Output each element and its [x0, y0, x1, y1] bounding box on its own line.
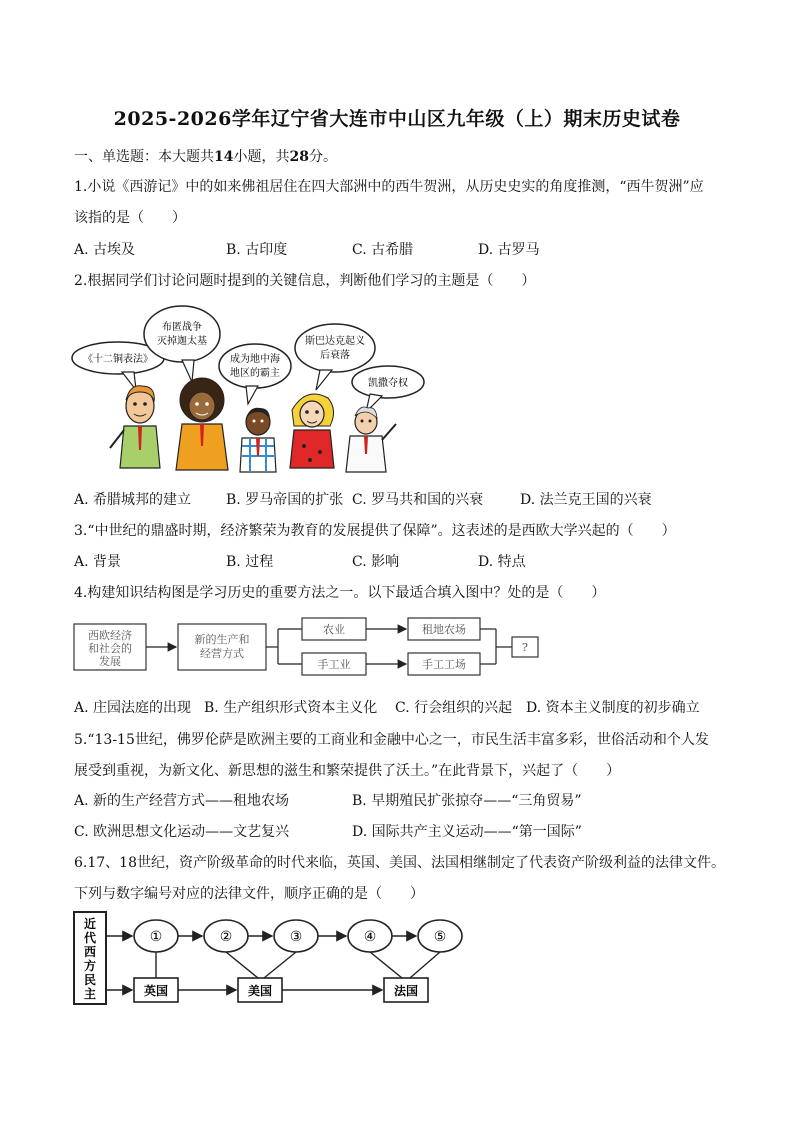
q1-stem-line2: 该指的是（ ）: [74, 210, 186, 226]
student-figure-5: [346, 407, 396, 472]
side-label-box: [74, 912, 106, 1004]
q1-option-a[interactable]: A. 古埃及: [74, 242, 136, 258]
circle-5: [418, 920, 462, 952]
q4-option-b[interactable]: B. 生产组织形式资本主义化: [204, 700, 378, 716]
circle-3: [274, 920, 318, 952]
svg-text:②: ②: [219, 929, 233, 945]
q4-option-c[interactable]: C. 行会组织的兴起: [395, 700, 513, 716]
page-title: 2025-2026学年辽宁省大连市中山区九年级（上）期末历史试卷: [113, 108, 681, 130]
q6-stem-line2: 下列与数字编号对应的法律文件，顺序正确的是（ ）: [74, 886, 424, 902]
svg-text:西欧经济: 西欧经济: [88, 629, 132, 642]
q3-option-c[interactable]: C. 影响: [352, 554, 400, 570]
svg-text:方: 方: [83, 959, 97, 973]
q5-option-d[interactable]: D. 国际共产主义运动——“第一国际”: [352, 824, 582, 840]
svg-text:?: ?: [522, 641, 528, 654]
bubble-text-1: 《十二铜表法》: [83, 354, 153, 365]
q1-option-d[interactable]: D. 古罗马: [478, 242, 540, 258]
bubble-text-2b: 灭掉迦太基: [157, 336, 207, 347]
country-france: [384, 978, 428, 1002]
svg-text:西: 西: [83, 945, 97, 959]
q2-option-d[interactable]: D. 法兰克王国的兴衰: [520, 492, 652, 508]
q3-option-b[interactable]: B. 过程: [226, 554, 274, 570]
box-new-production-methods: [178, 624, 266, 670]
section-heading: 一、单选题：本大题共14小题，共28分。: [74, 149, 337, 165]
svg-text:③: ③: [289, 929, 303, 945]
svg-text:④: ④: [363, 929, 377, 945]
box-handicraft: [302, 653, 366, 675]
q2-option-c[interactable]: C. 罗马共和国的兴衰: [352, 492, 484, 508]
q4-stem: 4.构建知识结构图是学习历史的重要方法之一。以下最适合填入图中？处的是（ ）: [74, 585, 606, 601]
student-figure-4: [290, 394, 334, 468]
country-usa: [238, 978, 282, 1002]
q3-option-d[interactable]: D. 特点: [478, 554, 526, 570]
box-unknown-answer: [512, 637, 538, 657]
circle-4: [348, 920, 392, 952]
svg-text:发展: 发展: [99, 655, 121, 668]
circle-1: [134, 920, 178, 952]
q4-option-a[interactable]: A. 庄园法庭的出现: [74, 700, 192, 716]
svg-text:美国: 美国: [247, 984, 273, 998]
box-leased-farm: [408, 618, 480, 640]
q1-stem-line1: 1.小说《西游记》中的如来佛祖居住在四大部洲中的西牛贺洲，从历史史实的角度推测，“西牛贺洲”应: [74, 179, 704, 195]
student-figure-2: [176, 378, 228, 470]
svg-text:手工工场: 手工工场: [422, 658, 466, 671]
box-handicraft-workshop: [408, 653, 480, 675]
q5-stem-line2: 展受到重视，为新文化、新思想的滋生和繁荣提供了沃土。”在此背景下，兴起了（ ）: [74, 763, 621, 779]
q5-stem-line1: 5.“13-15世纪，佛罗伦萨是欧洲主要的工商业和金融中心之一，市民生活丰富多彩，世俗活动和个人发: [74, 732, 709, 748]
svg-text:和社会的: 和社会的: [88, 642, 132, 655]
svg-text:⑤: ⑤: [433, 929, 447, 945]
bubble-text-2a: 布匿战争: [162, 322, 202, 333]
svg-text:英国: 英国: [143, 984, 169, 998]
svg-text:法国: 法国: [393, 984, 419, 998]
student-figure-3: [240, 408, 276, 472]
box-agriculture: [302, 618, 366, 640]
speech-bubble-2: [144, 306, 220, 382]
svg-text:代: 代: [83, 931, 97, 945]
svg-text:农业: 农业: [323, 623, 345, 636]
svg-text:新的生产和: 新的生产和: [194, 633, 250, 646]
svg-text:民: 民: [83, 973, 97, 987]
svg-text:①: ①: [149, 929, 163, 945]
bubble-text-4b: 后衰落: [320, 350, 350, 361]
q6-stem-line1: 6.17、18世纪，资产阶级革命的时代来临，英国、美国、法国相继制定了代表资产阶级利益的法律文件。: [74, 855, 725, 871]
q2-option-a[interactable]: A. 希腊城邦的建立: [74, 492, 192, 508]
circle-2: [204, 920, 248, 952]
q6-democracy-flow-diagram: [72, 908, 472, 1008]
speech-bubble-5: [352, 366, 424, 412]
q3-option-a[interactable]: A. 背景: [74, 554, 122, 570]
student-figure-1: [110, 386, 160, 468]
bubble-text-5: 凯撒夺权: [368, 378, 408, 389]
q2-stem: 2.根据同学们讨论问题时提到的关键信息，判断他们学习的主题是（ ）: [74, 273, 536, 289]
q5-option-a[interactable]: A. 新的生产经营方式——租地农场: [74, 793, 290, 809]
speech-bubble-3: [219, 344, 291, 404]
country-england: [134, 978, 178, 1002]
q5-option-b[interactable]: B. 早期殖民扩张掠夺——“三角贸易”: [352, 793, 582, 809]
bubble-text-3a: 成为地中海: [230, 354, 280, 365]
svg-text:近: 近: [83, 917, 97, 931]
q3-stem: 3.“中世纪的鼎盛时期，经济繁荣为教育的发展提供了保障”。这表述的是西欧大学兴起的（ ）: [74, 523, 676, 539]
svg-text:经营方式: 经营方式: [200, 647, 244, 660]
bubble-text-4a: 斯巴达克起义: [305, 336, 365, 347]
q1-option-b[interactable]: B. 古印度: [226, 242, 288, 258]
bubble-text-3b: 地区的霸主: [230, 368, 280, 379]
svg-text:租地农场: 租地农场: [422, 623, 466, 636]
q2-option-b[interactable]: B. 罗马帝国的扩张: [226, 492, 344, 508]
svg-text:手工业: 手工业: [317, 658, 351, 671]
q4-knowledge-structure-diagram: [72, 612, 552, 684]
q2-cartoon-illustration: [70, 300, 450, 480]
svg-text:主: 主: [83, 987, 97, 1001]
q4-option-d[interactable]: D. 资本主义制度的初步确立: [526, 700, 700, 716]
q1-option-c[interactable]: C. 古希腊: [352, 242, 414, 258]
q5-option-c[interactable]: C. 欧洲思想文化运动——文艺复兴: [74, 824, 290, 840]
box-western-europe-development: [74, 624, 146, 670]
